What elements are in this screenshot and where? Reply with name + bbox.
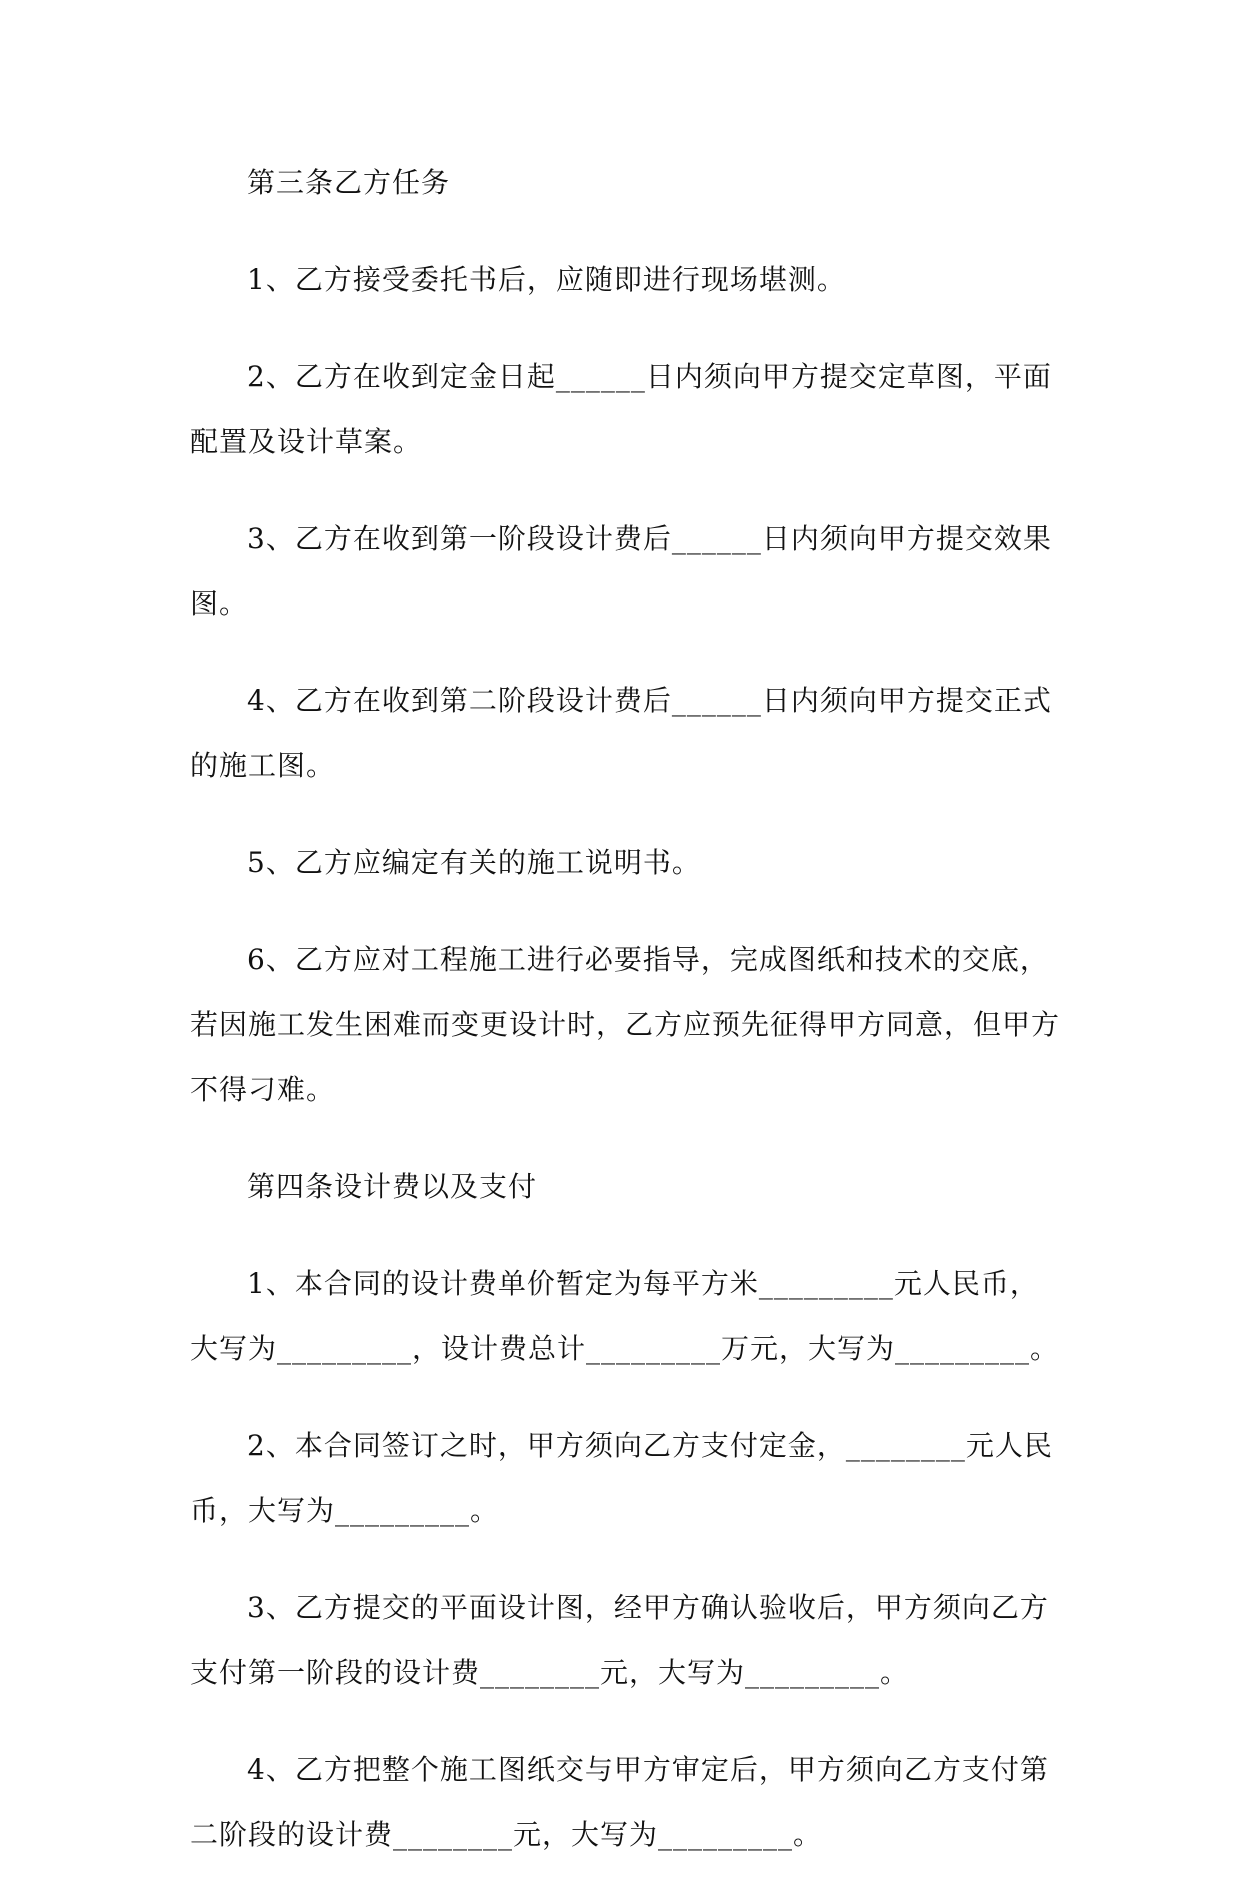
document-page (190, 150, 1060, 1899)
section-heading-4: 第四条设计费以及支付 (247, 1170, 538, 1203)
paragraph-3-1: 1、乙方接受委托书后，应随即进行现场堪测。 (247, 263, 846, 296)
paragraph-4-1: 1、本合同的设计费单价暂定为每平方米_________元人民币，大写为_________，设计费总计_________万元，大写为_________。 (190, 1267, 1060, 1365)
section-heading-3: 第三条乙方任务 (247, 166, 451, 199)
paragraph-3-4: 4、乙方在收到第二阶段设计费后______日内须向甲方提交正式的施工图。 (190, 684, 1052, 782)
paragraph-3-3: 3、乙方在收到第一阶段设计费后______日内须向甲方提交效果图。 (190, 522, 1052, 620)
paragraph-4-3: 3、乙方提交的平面设计图，经甲方确认验收后，甲方须向乙方支付第一阶段的设计费________元，大写为_________。 (190, 1591, 1049, 1689)
paragraph-3-2: 2、乙方在收到定金日起______日内须向甲方提交定草图，平面配置及设计草案。 (190, 360, 1052, 458)
paragraph-4-4: 4、乙方把整个施工图纸交与甲方审定后，甲方须向乙方支付第二阶段的设计费________元，大写为_________。 (190, 1753, 1049, 1851)
paragraph-3-5: 5、乙方应编定有关的施工说明书。 (247, 846, 701, 879)
paragraph-4-2: 2、本合同签订之时，甲方须向乙方支付定金，________元人民币，大写为_________。 (190, 1429, 1053, 1527)
paragraph-3-6: 6、乙方应对工程施工进行必要指导，完成图纸和技术的交底，若因施工发生困难而变更设计时，乙方应预先征得甲方同意，但甲方不得刁难。 (190, 943, 1061, 1106)
